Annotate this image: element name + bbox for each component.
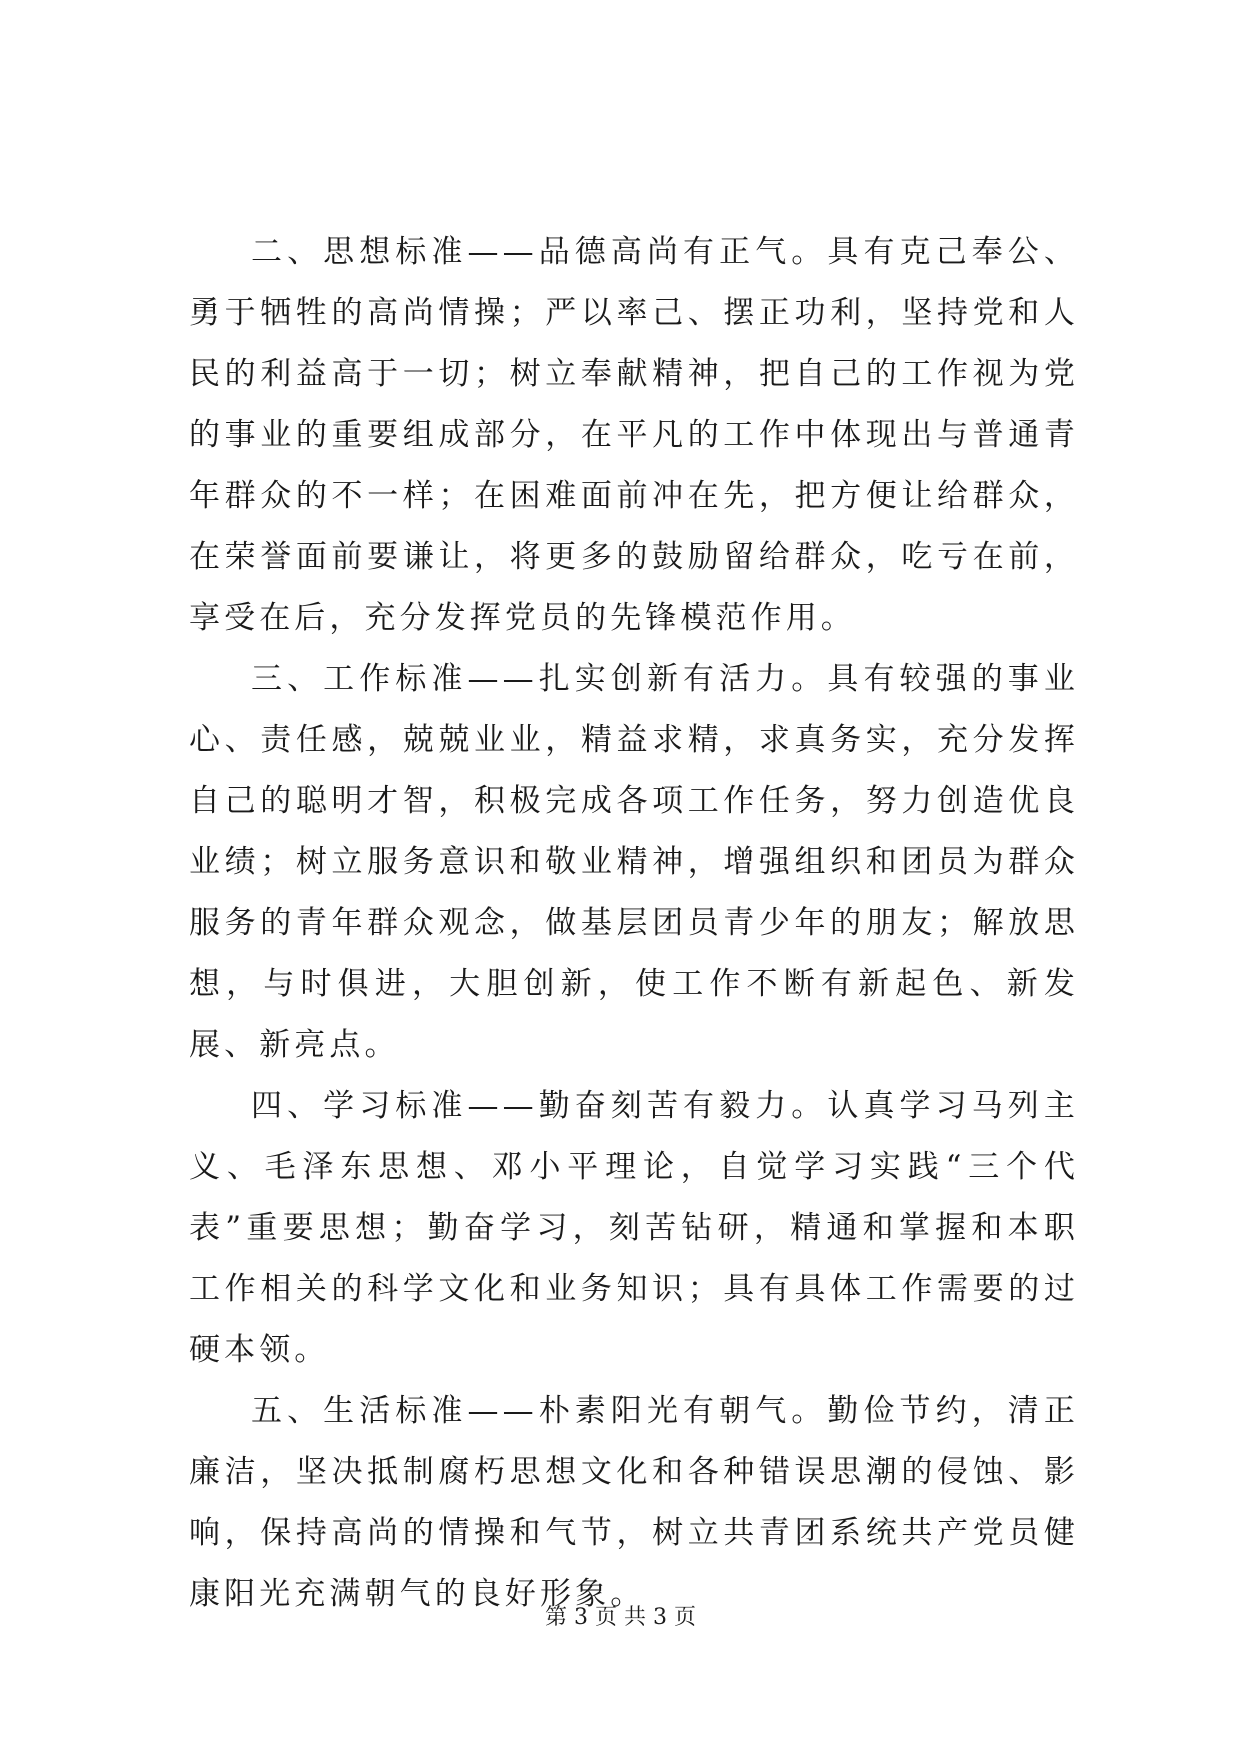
paragraph-work-standard: 三、工作标准——扎实创新有活力。具有较强的事业心、责任感，兢兢业业，精益求精，求真务实，充分发挥自己的聪明才智，积极完成各项工作任务，努力创造优良业绩；树立服务意识和敬业精神，增强组织和团员为群众服务的青年群众观念，做基层团员青少年的朋友；解放思想，与时俱进，大胆创新，使工作不断有新起色、新发展、新亮点。: [189, 661, 1079, 1063]
document-body: [189, 222, 1079, 1625]
paragraph-thought-standard: 二、思想标准——品德高尚有正气。具有克己奉公、勇于牺牲的高尚情操；严以率己、摆正功利，坚持党和人民的利益高于一切；树立奉献精神，把自己的工作视为党的事业的重要组成部分，在平凡的工作中体现出与普通青年群众的不一样；在困难面前冲在先，把方便让给群众，在荣誉面前要谦让，将更多的鼓励留给群众，吃亏在前，享受在后，充分发挥党员的先锋模范作用。: [189, 234, 1079, 636]
paragraph-life-standard: 五、生活标准——朴素阳光有朝气。勤俭节约，清正廉洁，坚决抵制腐朽思想文化和各种错误思潮的侵蚀、影响，保持高尚的情操和气节，树立共青团系统共产党员健康阳光充满朝气的良好形象。: [189, 1393, 1079, 1612]
page-number-footer: 第 3 页 共 3 页: [545, 1605, 696, 1630]
paragraph-study-standard: 四、学习标准——勤奋刻苦有毅力。认真学习马列主义、毛泽东思想、邓小平理论，自觉学习实践“三个代表”重要思想；勤奋学习，刻苦钻研，精通和掌握和本职工作相关的科学文化和业务知识；具有具体工作需要的过硬本领。: [189, 1088, 1079, 1368]
